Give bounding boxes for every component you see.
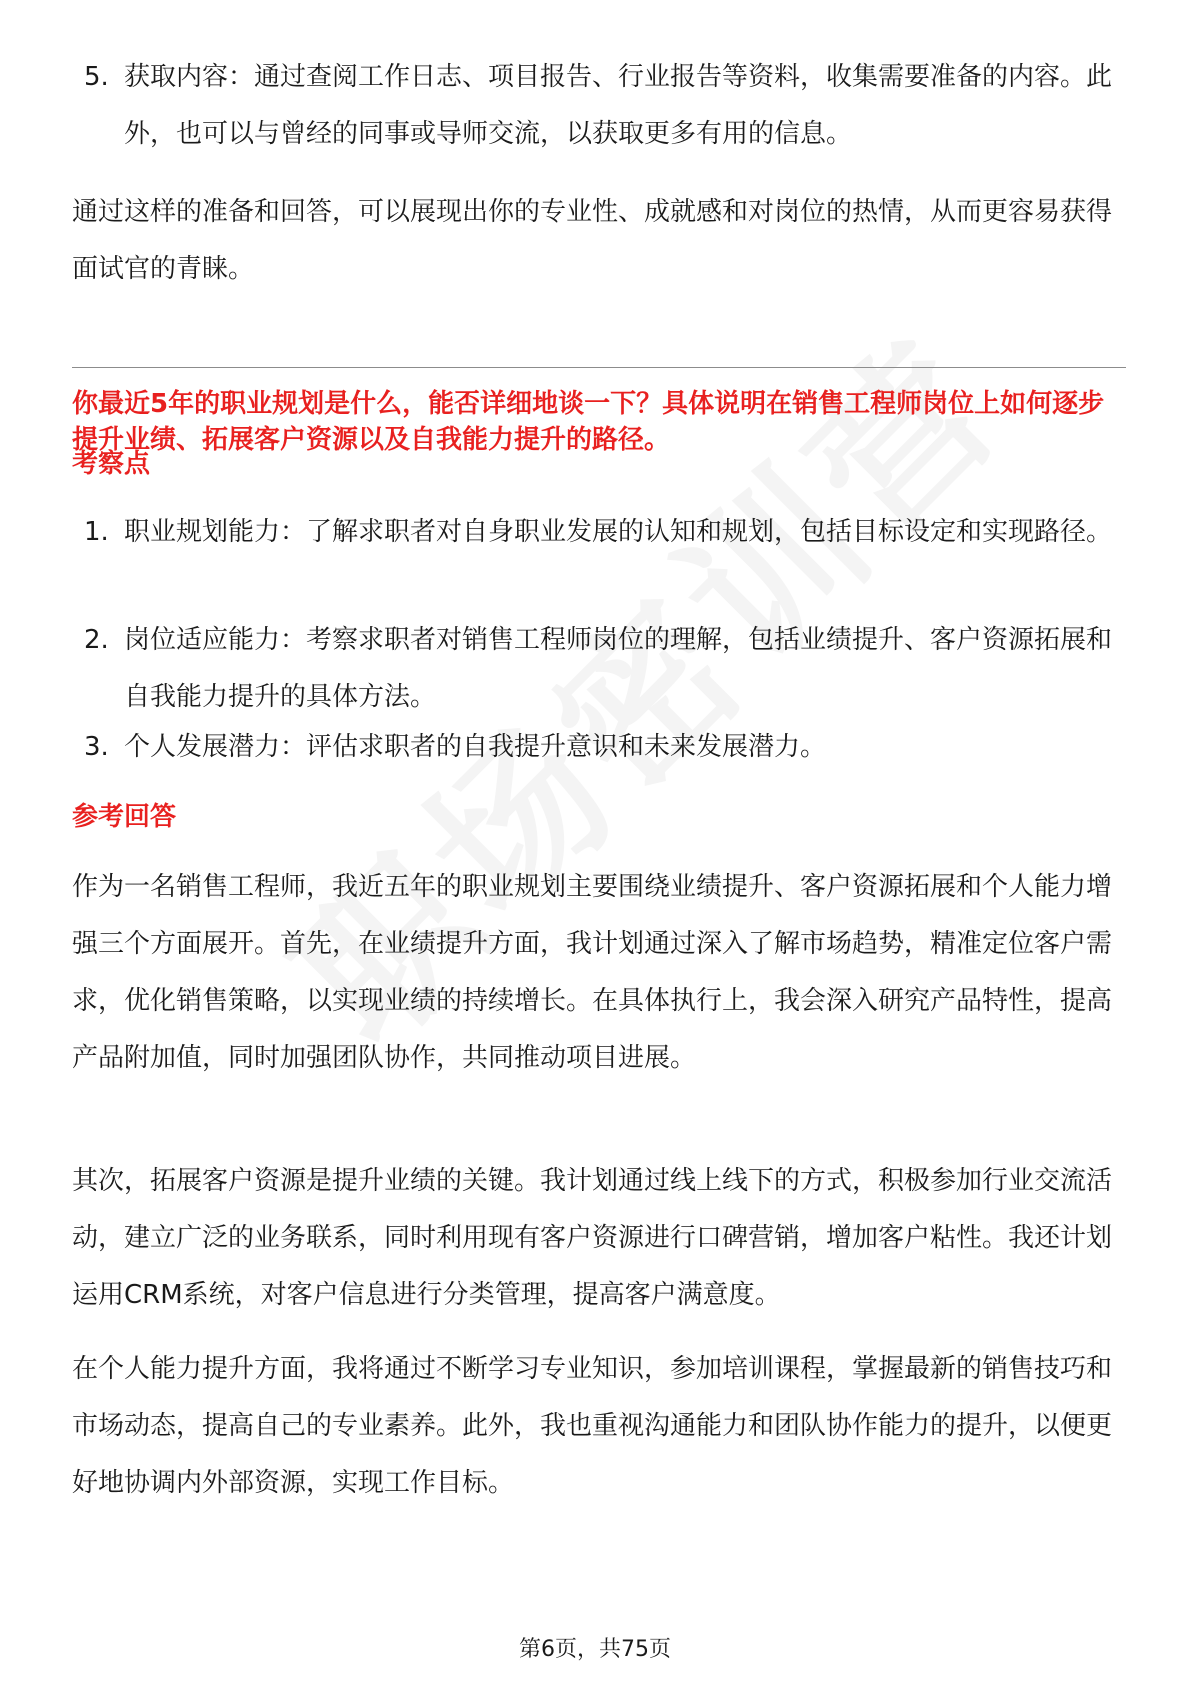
list-item-number: 1.	[84, 517, 109, 547]
answer-paragraph: 在个人能力提升方面，我将通过不断学习专业知识，参加培训课程，掌握最新的销售技巧和市场动态，提高自己的专业素养。此外，我也重视沟通能力和团队协作能力的提升，以便更好地协调内外部资源，实现工作目标。	[72, 1354, 1113, 1498]
answer-heading: 参考回答	[72, 802, 177, 832]
summary-paragraph: 通过这样的准备和回答，可以展现出你的专业性、成就感和对岗位的热情，从而更容易获得面试官的青睐。	[72, 197, 1113, 284]
list-item-text: 岗位适应能力：考察求职者对销售工程师岗位的理解，包括业绩提升、客户资源拓展和自我能力提升的具体方法。	[124, 625, 1113, 712]
list-item-number: 5.	[84, 62, 109, 92]
list-item-text: 职业规划能力：了解求职者对自身职业发展的认知和规划，包括目标设定和实现路径。	[124, 517, 1113, 547]
page-footer: 第6页，共75页	[519, 1637, 671, 1662]
answer-paragraph: 其次，拓展客户资源是提升业绩的关键。我计划通过线上线下的方式，积极参加行业交流活动，建立广泛的业务联系，同时利用现有客户资源进行口碑营销，增加客户粘性。我还计划运用CRM系统，对客户信息进行分类管理，提高客户满意度。	[72, 1166, 1113, 1310]
list-item-text: 个人发展潜力：评估求职者的自我提升意识和未来发展潜力。	[124, 732, 827, 762]
focus-heading: 考察点	[72, 449, 151, 479]
interview-question: 你最近5年的职业规划是什么，能否详细地谈一下？具体说明在销售工程师岗位上如何逐步提升业绩、拓展客户资源以及自我能力提升的路径。	[72, 389, 1105, 455]
list-item-text: 获取内容：通过查阅工作日志、项目报告、行业报告等资料，收集需要准备的内容。此外，也可以与曾经的同事或导师交流，以获取更多有用的信息。	[124, 62, 1113, 149]
list-item-number: 2.	[84, 625, 109, 655]
section-divider	[72, 367, 1126, 368]
answer-paragraph: 作为一名销售工程师，我近五年的职业规划主要围绕业绩提升、客户资源拓展和个人能力增强三个方面展开。首先，在业绩提升方面，我计划通过深入了解市场趋势，精准定位客户需求，优化销售策略，以实现业绩的持续增长。在具体执行上，我会深入研究产品特性，提高产品附加值，同时加强团队协作，共同推动项目进展。	[72, 872, 1113, 1073]
document-page	[72, 0, 1126, 1684]
list-item-number: 3.	[84, 732, 109, 762]
